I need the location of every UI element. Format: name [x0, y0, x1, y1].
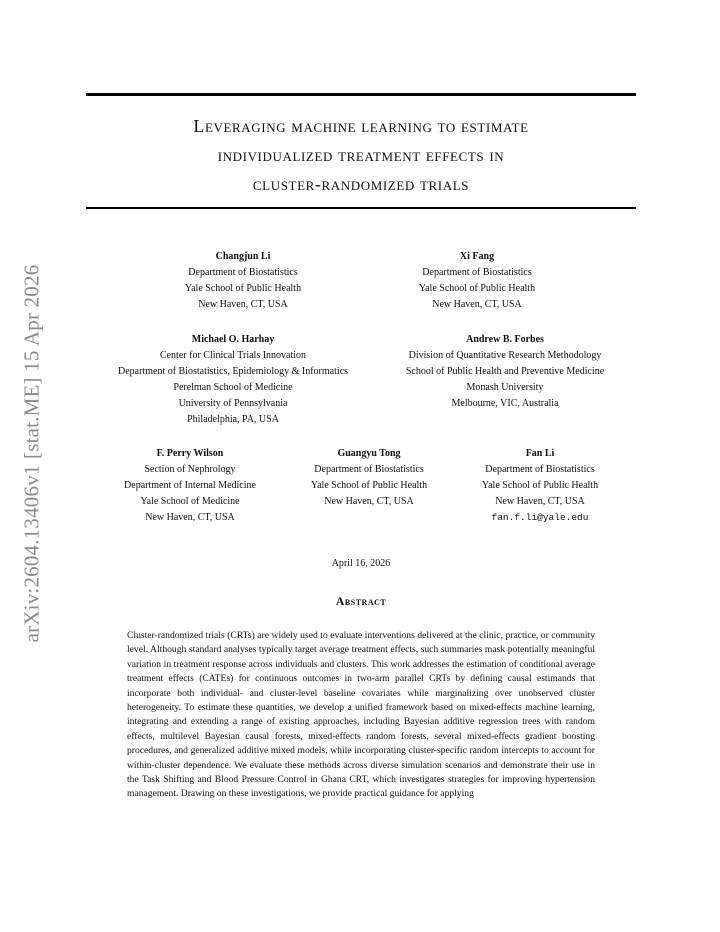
- author-name: Michael O. Harhay: [191, 334, 275, 345]
- author-affiliation: Perelman School of Medicine: [173, 382, 293, 393]
- author-block: [379, 332, 631, 412]
- title-bottom-rule: [86, 207, 636, 209]
- arxiv-identifier: [10, 253, 54, 653]
- author-affiliation: Melbourne, VIC, Australia: [451, 398, 559, 409]
- author-block: [143, 249, 343, 313]
- author-block: [458, 446, 622, 526]
- author-affiliation: Department of Biostatistics: [314, 464, 424, 475]
- author-affiliation: Yale School of Public Health: [481, 480, 599, 491]
- author-name: Andrew B. Forbes: [466, 334, 544, 345]
- author-affiliation: Department of Biostatistics: [485, 464, 595, 475]
- author-affiliation: University of Pennsylvania: [178, 398, 288, 409]
- author-name: Changjun Li: [215, 251, 271, 262]
- author-email[interactable]: fan.f.li@yale.edu: [491, 512, 589, 523]
- author-affiliation: Center for Clinical Trials Innovation: [159, 350, 307, 361]
- author-affiliation: New Haven, CT, USA: [495, 496, 585, 507]
- author-affiliation: Yale School of Public Health: [418, 283, 536, 294]
- author-affiliation: Department of Biostatistics, Epidemiology & Informatics: [118, 366, 348, 377]
- author-name: F. Perry Wilson: [156, 448, 224, 459]
- title-line: Leveraging machine learning to estimate: [193, 116, 529, 136]
- author-affiliation: New Haven, CT, USA: [198, 299, 288, 310]
- author-affiliation: New Haven, CT, USA: [145, 512, 235, 523]
- author-affiliation: New Haven, CT, USA: [432, 299, 522, 310]
- title-line: individualized treatment effects in: [217, 145, 505, 165]
- title-top-rule: [86, 93, 636, 96]
- author-affiliation: Department of Internal Medicine: [124, 480, 256, 491]
- author-affiliation: Division of Quantitative Research Methodology: [408, 350, 602, 361]
- author-name: Guangyu Tong: [337, 448, 401, 459]
- author-affiliation: New Haven, CT, USA: [324, 496, 414, 507]
- author-block: [287, 446, 451, 510]
- author-name: Fan Li: [525, 448, 555, 459]
- paper-title: [86, 112, 636, 199]
- author-affiliation: Department of Biostatistics: [422, 267, 532, 278]
- author-affiliation: Department of Biostatistics: [188, 267, 298, 278]
- author-affiliation: Yale School of Public Health: [184, 283, 302, 294]
- author-affiliation: Section of Nephrology: [144, 464, 236, 475]
- author-affiliation: Yale School of Medicine: [140, 496, 240, 507]
- author-block: [105, 446, 275, 526]
- abstract-heading: Abstract: [335, 594, 387, 608]
- author-affiliation: School of Public Health and Preventive Medicine: [405, 366, 605, 377]
- author-affiliation: Philadelphia, PA, USA: [187, 414, 279, 425]
- arxiv-identifier-text: arXiv:2604.13406v1 [stat.ME] 15 Apr 2026: [19, 264, 44, 642]
- title-line: cluster-randomized trials: [252, 174, 470, 194]
- abstract-body: Cluster-randomized trials (CRTs) are widely used to evaluate interventions delivered at the clinic, practice, or community level. Although standard analyses typically target average treatment effects, such summaries mask potentially meaningful variation in treatment response across individuals and clusters. This work addresses the estimation of conditional average treatment effects (CATEs) for continuous outcomes in two-arm parallel CRTs by defining causal estimands that incorporate both individual- and cluster-level baseline covariates while marginalizing over unobserved cluster heterogeneity. To estimate these quantities, we develop a unified framework based on mixed-effects machine learning, integrating and extending a range of existing approaches, including Bayesian additive regression trees with random effects, multilevel Bayesian causal forests, mixed-effects random forests, several mixed-effects gradient boosting procedures, and generalized additive mixed models, while incorporating cluster-specific random intercepts to account for within-cluster dependence. We evaluate these methods across diverse simulation scenarios and demonstrate their use in the Task Shifting and Blood Pressure Control in Ghana CRT, which investigates strategies for improving hypertension management. Drawing on these investigations, we provide practical guidance for applying: [127, 630, 595, 800]
- author-affiliation: Monash University: [466, 382, 544, 393]
- author-block: [93, 332, 373, 428]
- paper-date: April 16, 2026: [331, 558, 391, 569]
- author-affiliation: Yale School of Public Health: [310, 480, 428, 491]
- author-block: [377, 249, 577, 313]
- author-name: Xi Fang: [459, 251, 495, 262]
